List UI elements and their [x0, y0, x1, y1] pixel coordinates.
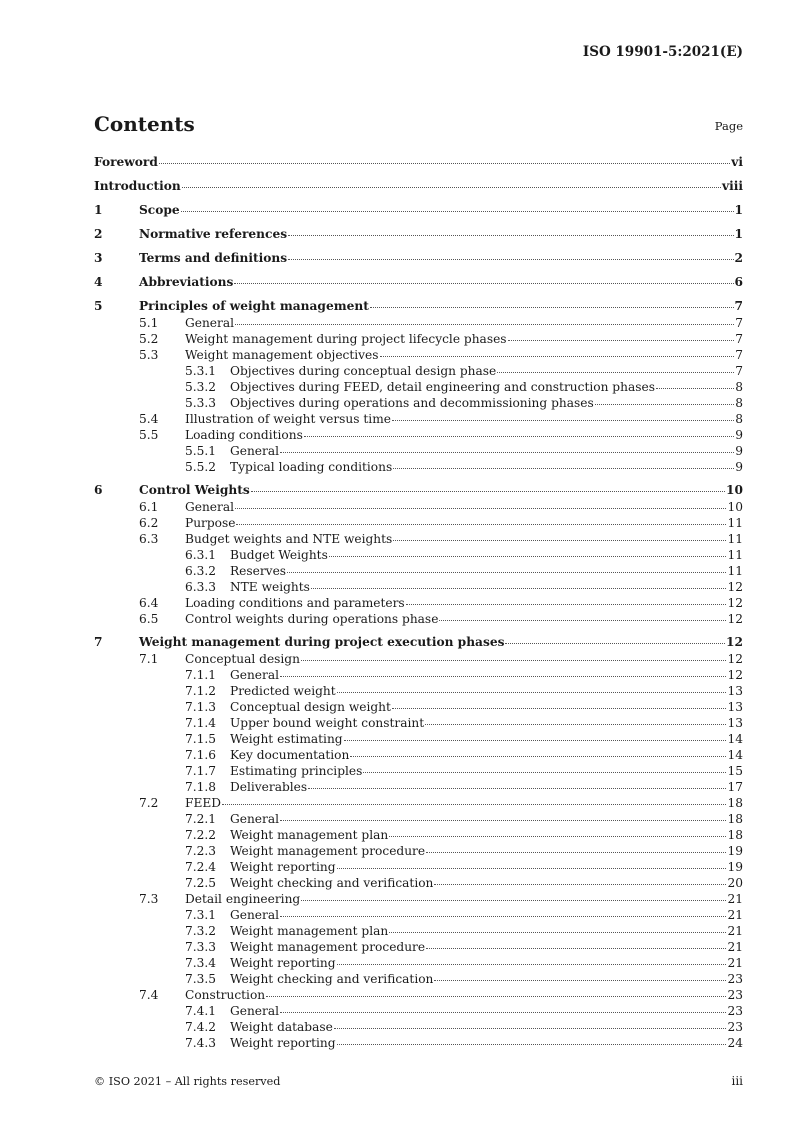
toc-entry-page: 14 [727, 732, 743, 746]
toc-entry[interactable] [94, 987, 743, 1003]
toc-dot-leader [392, 420, 734, 421]
toc-entry-number: 5.1 [139, 316, 159, 330]
toc-entry-number: 5.3.2 [185, 380, 217, 394]
table-of-contents [94, 154, 743, 1051]
toc-dot-leader [288, 235, 733, 236]
toc-entry-title[interactable]: Weight management during project execution phases [139, 635, 505, 649]
toc-entry[interactable] [94, 250, 743, 267]
toc-dot-leader [280, 1012, 726, 1013]
toc-entry-title[interactable]: Weight management during project lifecycle phases [185, 332, 507, 346]
page-title: Contents [94, 112, 195, 136]
toc-entry-title[interactable]: Weight checking and verification [230, 876, 434, 890]
toc-entry-title[interactable]: Conceptual design [185, 652, 300, 666]
toc-entry-number: 5.2 [139, 332, 159, 346]
toc-entry-page: 11 [727, 532, 743, 546]
toc-entry-page: 11 [727, 516, 743, 530]
toc-entry-title[interactable]: General [230, 812, 279, 826]
toc-entry-number: 5.4 [139, 412, 159, 426]
toc-entry[interactable] [94, 955, 743, 971]
toc-entry-page: 12 [727, 668, 743, 682]
toc-entry-page: 24 [727, 1036, 743, 1050]
toc-entry-page: 21 [727, 892, 743, 906]
toc-entry[interactable] [94, 515, 743, 531]
toc-entry-number: 7.3.5 [185, 972, 217, 986]
toc-entry-number: 3 [94, 251, 103, 265]
toc-entry-page: 10 [727, 500, 743, 514]
toc-entry-page: 12 [727, 596, 743, 610]
toc-entry-title[interactable]: Conceptual design weight [230, 700, 391, 714]
toc-entry[interactable] [94, 891, 743, 907]
toc-entry-page: 12 [727, 580, 743, 594]
toc-dot-leader [434, 884, 726, 885]
toc-dot-leader [497, 372, 734, 373]
toc-entry-title[interactable]: Weight estimating [230, 732, 343, 746]
toc-entry-page: 1 [734, 203, 743, 217]
toc-entry-number: 5.5 [139, 428, 159, 442]
toc-entry-number: 7.3 [139, 892, 159, 906]
toc-entry-title[interactable]: Predicted weight [230, 684, 336, 698]
toc-dot-leader [182, 187, 721, 188]
toc-entry-page: 11 [727, 548, 743, 562]
toc-dot-leader [393, 468, 734, 469]
toc-entry[interactable] [94, 226, 743, 243]
toc-entry-page: 12 [727, 612, 743, 626]
toc-entry-title[interactable]: Illustration of weight versus time [185, 412, 391, 426]
toc-dot-leader [505, 643, 725, 644]
toc-entry-number: 7.2.4 [185, 860, 217, 874]
toc-dot-leader [434, 980, 726, 981]
toc-entry[interactable] [94, 875, 743, 891]
toc-entry[interactable] [94, 634, 743, 651]
toc-entry-page: 7 [735, 348, 743, 362]
toc-dot-leader [288, 259, 733, 260]
toc-dot-leader [280, 820, 726, 821]
toc-entry-number: 6.3.3 [185, 580, 217, 594]
toc-dot-leader [337, 1044, 727, 1045]
toc-dot-leader [337, 868, 727, 869]
toc-entry-number: 7.1.8 [185, 780, 217, 794]
toc-entry-number: 7.4 [139, 988, 159, 1002]
toc-entry-title[interactable]: Foreword [94, 155, 158, 169]
toc-entry-number: 7.4.1 [185, 1004, 217, 1018]
toc-entry-page: viii [722, 179, 743, 193]
toc-entry-title[interactable]: Terms and definitions [139, 251, 288, 265]
toc-entry-title[interactable]: Weight management plan [230, 924, 389, 938]
toc-dot-leader [370, 307, 734, 308]
toc-entry-title[interactable]: General [230, 668, 279, 682]
toc-entry-page: 7 [735, 364, 743, 378]
toc-entry-title[interactable]: Objectives during conceptual design phase [230, 364, 497, 378]
toc-entry-page: 11 [727, 564, 743, 578]
toc-entry-number: 2 [94, 227, 103, 241]
toc-entry-page: 23 [727, 1004, 743, 1018]
toc-entry-number: 7.4.2 [185, 1020, 217, 1034]
toc-entry-title[interactable]: Estimating principles [230, 764, 363, 778]
toc-entry-page: 21 [727, 956, 743, 970]
toc-entry[interactable] [94, 971, 743, 987]
toc-entry[interactable] [94, 202, 743, 219]
toc-entry[interactable] [94, 579, 743, 595]
toc-entry[interactable] [94, 531, 743, 547]
toc-entry-page: 7 [734, 299, 743, 313]
toc-entry-title[interactable]: General [185, 316, 234, 330]
toc-entry[interactable] [94, 907, 743, 923]
toc-entry[interactable] [94, 779, 743, 795]
toc-dot-leader [380, 356, 735, 357]
toc-dot-leader [363, 772, 726, 773]
toc-dot-leader [344, 740, 727, 741]
toc-dot-leader [235, 324, 734, 325]
toc-entry[interactable] [94, 178, 743, 195]
toc-entry[interactable] [94, 395, 743, 411]
toc-entry-page: 7 [735, 332, 743, 346]
toc-entry[interactable] [94, 1003, 743, 1019]
toc-entry[interactable] [94, 347, 743, 363]
toc-entry-title[interactable]: Upper bound weight constraint [230, 716, 425, 730]
toc-dot-leader [287, 572, 726, 573]
toc-entry-title[interactable]: Scope [139, 203, 180, 217]
toc-entry[interactable] [94, 1035, 743, 1051]
toc-entry-page: 6 [734, 275, 743, 289]
toc-entry-page: 9 [735, 428, 743, 442]
toc-entry-title[interactable]: Weight reporting [230, 860, 336, 874]
toc-dot-leader [439, 620, 726, 621]
toc-entry-number: 7.2.2 [185, 828, 217, 842]
toc-entry-title[interactable]: FEED [185, 796, 222, 810]
toc-entry[interactable] [94, 939, 743, 955]
toc-dot-leader [392, 708, 727, 709]
toc-entry[interactable] [94, 843, 743, 859]
toc-dot-leader [334, 1028, 727, 1029]
toc-entry-number: 5 [94, 299, 103, 313]
toc-entry-page: 10 [726, 483, 743, 497]
toc-entry-title[interactable]: Loading conditions [185, 428, 303, 442]
toc-entry-title[interactable]: Typical loading conditions [230, 460, 393, 474]
toc-dot-leader [301, 660, 727, 661]
toc-dot-leader [329, 556, 727, 557]
toc-entry[interactable] [94, 331, 743, 347]
toc-entry[interactable] [94, 482, 743, 499]
toc-entry-page: 15 [727, 764, 743, 778]
toc-entry[interactable] [94, 274, 743, 291]
toc-entry-title[interactable]: Purpose [185, 516, 236, 530]
toc-dot-leader [393, 540, 726, 541]
toc-entry-page: 1 [734, 227, 743, 241]
toc-entry-page: 8 [735, 396, 743, 410]
toc-entry-title[interactable]: General [230, 444, 279, 458]
toc-entry-title[interactable]: NTE weights [230, 580, 310, 594]
toc-dot-leader [280, 676, 726, 677]
toc-entry-page: vi [731, 155, 743, 169]
toc-entry[interactable] [94, 443, 743, 459]
page-number-footer: iii [731, 1074, 743, 1088]
toc-entry[interactable] [94, 363, 743, 379]
toc-dot-leader [337, 964, 727, 965]
toc-entry-number: 5.5.2 [185, 460, 217, 474]
toc-entry[interactable] [94, 731, 743, 747]
toc-entry[interactable] [94, 595, 743, 611]
toc-entry-page: 23 [727, 972, 743, 986]
toc-entry-number: 6.2 [139, 516, 159, 530]
toc-dot-leader [251, 491, 725, 492]
toc-entry-title[interactable]: Weight database [230, 1020, 333, 1034]
toc-entry-page: 13 [727, 684, 743, 698]
toc-entry-title[interactable]: Detail engineering [185, 892, 301, 906]
toc-entry-title[interactable]: Budget Weights [230, 548, 328, 562]
toc-entry-number: 7.3.3 [185, 940, 217, 954]
toc-entry-title[interactable]: Weight management procedure [230, 844, 426, 858]
toc-dot-leader [181, 211, 734, 212]
toc-entry-page: 8 [735, 380, 743, 394]
toc-entry-page: 20 [727, 876, 743, 890]
toc-dot-leader [234, 283, 733, 284]
toc-entry-number: 7.1.4 [185, 716, 217, 730]
toc-dot-leader [222, 804, 726, 805]
toc-entry-page: 8 [735, 412, 743, 426]
toc-entry-title[interactable]: Weight reporting [230, 956, 336, 970]
toc-entry-page: 23 [727, 988, 743, 1002]
toc-entry-number: 7.1.2 [185, 684, 217, 698]
toc-dot-leader [236, 524, 726, 525]
toc-entry-number: 6.4 [139, 596, 159, 610]
toc-entry[interactable] [94, 699, 743, 715]
toc-entry-number: 7.1 [139, 652, 159, 666]
toc-entry-number: 5.3 [139, 348, 159, 362]
toc-entry-number: 7.2 [139, 796, 159, 810]
toc-dot-leader [301, 900, 726, 901]
toc-entry-number: 6.3.2 [185, 564, 217, 578]
page-column-label: Page [714, 119, 743, 133]
toc-entry-title[interactable]: Key documentation [230, 748, 350, 762]
toc-dot-leader [159, 163, 730, 164]
toc-entry[interactable] [94, 923, 743, 939]
toc-entry-page: 18 [727, 828, 743, 842]
toc-entry[interactable] [94, 427, 743, 443]
toc-entry[interactable] [94, 827, 743, 843]
toc-entry[interactable] [94, 298, 743, 315]
toc-entry-title[interactable]: Control weights during operations phase [185, 612, 439, 626]
toc-entry-page: 23 [727, 1020, 743, 1034]
toc-entry[interactable] [94, 651, 743, 667]
toc-entry-page: 9 [735, 444, 743, 458]
toc-dot-leader [266, 996, 726, 997]
toc-dot-leader [280, 452, 734, 453]
toc-entry-title[interactable]: General [230, 1004, 279, 1018]
document-id-header: ISO 19901-5:2021(E) [582, 44, 743, 60]
toc-entry-title[interactable]: Construction [185, 988, 266, 1002]
toc-entry-page: 18 [727, 796, 743, 810]
toc-entry-number: 7.3.4 [185, 956, 217, 970]
toc-entry-page: 9 [735, 460, 743, 474]
toc-entry-title[interactable]: General [230, 908, 279, 922]
toc-entry-title[interactable]: Principles of weight management [139, 299, 369, 313]
toc-dot-leader [595, 404, 735, 405]
toc-entry[interactable] [94, 715, 743, 731]
toc-dot-leader [426, 852, 726, 853]
toc-entry-title[interactable]: Weight management objectives [185, 348, 379, 362]
toc-dot-leader [337, 692, 727, 693]
toc-entry-number: 7.1.1 [185, 668, 217, 682]
toc-dot-leader [235, 508, 726, 509]
toc-entry[interactable] [94, 563, 743, 579]
toc-entry[interactable] [94, 411, 743, 427]
toc-dot-leader [311, 588, 727, 589]
toc-entry-title[interactable]: Weight reporting [230, 1036, 336, 1050]
toc-entry-title[interactable]: Objectives during FEED, detail engineering and construction phases [230, 380, 655, 394]
toc-entry-number: 5.3.1 [185, 364, 217, 378]
toc-entry[interactable] [94, 763, 743, 779]
toc-entry-title[interactable]: Budget weights and NTE weights [185, 532, 393, 546]
copyright-footer: © ISO 2021 – All rights reserved [94, 1075, 281, 1088]
toc-entry-page: 17 [727, 780, 743, 794]
toc-entry-number: 7.3.2 [185, 924, 217, 938]
toc-entry-title[interactable]: Control Weights [139, 483, 250, 497]
toc-dot-leader [406, 604, 727, 605]
toc-entry-number: 7.1.5 [185, 732, 217, 746]
toc-dot-leader [304, 436, 734, 437]
toc-entry-title[interactable]: Reserves [230, 564, 287, 578]
toc-entry-number: 7.1.6 [185, 748, 217, 762]
toc-entry-page: 18 [727, 812, 743, 826]
toc-entry-title[interactable]: Introduction [94, 179, 181, 193]
toc-entry-title[interactable]: Loading conditions and parameters [185, 596, 405, 610]
toc-entry-number: 7.1.3 [185, 700, 217, 714]
toc-entry[interactable] [94, 667, 743, 683]
toc-entry[interactable] [94, 1019, 743, 1035]
toc-entry-number: 6.3 [139, 532, 159, 546]
toc-entry-number: 4 [94, 275, 103, 289]
toc-entry-number: 5.5.1 [185, 444, 217, 458]
toc-entry-page: 12 [727, 652, 743, 666]
toc-entry-number: 7.2.3 [185, 844, 217, 858]
toc-dot-leader [425, 724, 726, 725]
toc-entry-page: 21 [727, 908, 743, 922]
toc-entry-number: 5.3.3 [185, 396, 217, 410]
toc-entry-title[interactable]: Weight checking and verification [230, 972, 434, 986]
toc-entry[interactable] [94, 547, 743, 563]
toc-entry-number: 7 [94, 635, 103, 649]
toc-entry[interactable] [94, 859, 743, 875]
toc-dot-leader [656, 388, 734, 389]
toc-entry-title[interactable]: Abbreviations [139, 275, 234, 289]
toc-entry-title[interactable]: Weight management plan [230, 828, 389, 842]
toc-entry[interactable] [94, 459, 743, 475]
toc-entry-page: 12 [726, 635, 743, 649]
toc-entry-page: 19 [727, 860, 743, 874]
toc-entry-page: 13 [727, 700, 743, 714]
toc-entry[interactable] [94, 499, 743, 515]
toc-entry-title[interactable]: Deliverables [230, 780, 308, 794]
toc-entry-number: 6.1 [139, 500, 159, 514]
toc-entry[interactable] [94, 315, 743, 331]
toc-entry-number: 7.2.5 [185, 876, 217, 890]
toc-entry-number: 7.3.1 [185, 908, 217, 922]
toc-dot-leader [350, 756, 726, 757]
toc-entry-page: 21 [727, 924, 743, 938]
toc-entry-title[interactable]: General [185, 500, 234, 514]
toc-entry-page: 19 [727, 844, 743, 858]
toc-entry-page: 2 [734, 251, 743, 265]
toc-entry-page: 7 [735, 316, 743, 330]
toc-entry[interactable] [94, 379, 743, 395]
toc-dot-leader [426, 948, 726, 949]
toc-entry[interactable] [94, 747, 743, 763]
toc-entry-number: 6.3.1 [185, 548, 217, 562]
toc-entry[interactable] [94, 683, 743, 699]
toc-entry-number: 7.2.1 [185, 812, 217, 826]
toc-entry[interactable] [94, 154, 743, 171]
toc-entry[interactable] [94, 611, 743, 627]
toc-entry-page: 14 [727, 748, 743, 762]
toc-dot-leader [389, 932, 726, 933]
toc-entry-number: 6.5 [139, 612, 159, 626]
toc-entry-title[interactable]: Objectives during operations and decommissioning phases [230, 396, 594, 410]
toc-dot-leader [508, 340, 735, 341]
toc-entry-page: 21 [727, 940, 743, 954]
toc-dot-leader [280, 916, 726, 917]
toc-entry[interactable] [94, 795, 743, 811]
toc-entry-number: 7.4.3 [185, 1036, 217, 1050]
toc-dot-leader [389, 836, 726, 837]
toc-entry-number: 7.1.7 [185, 764, 217, 778]
toc-entry-title[interactable]: Weight management procedure [230, 940, 426, 954]
toc-entry-page: 13 [727, 716, 743, 730]
toc-entry-title[interactable]: Normative references [139, 227, 288, 241]
toc-entry[interactable] [94, 811, 743, 827]
toc-dot-leader [308, 788, 726, 789]
toc-entry-number: 6 [94, 483, 103, 497]
toc-entry-number: 1 [94, 203, 103, 217]
